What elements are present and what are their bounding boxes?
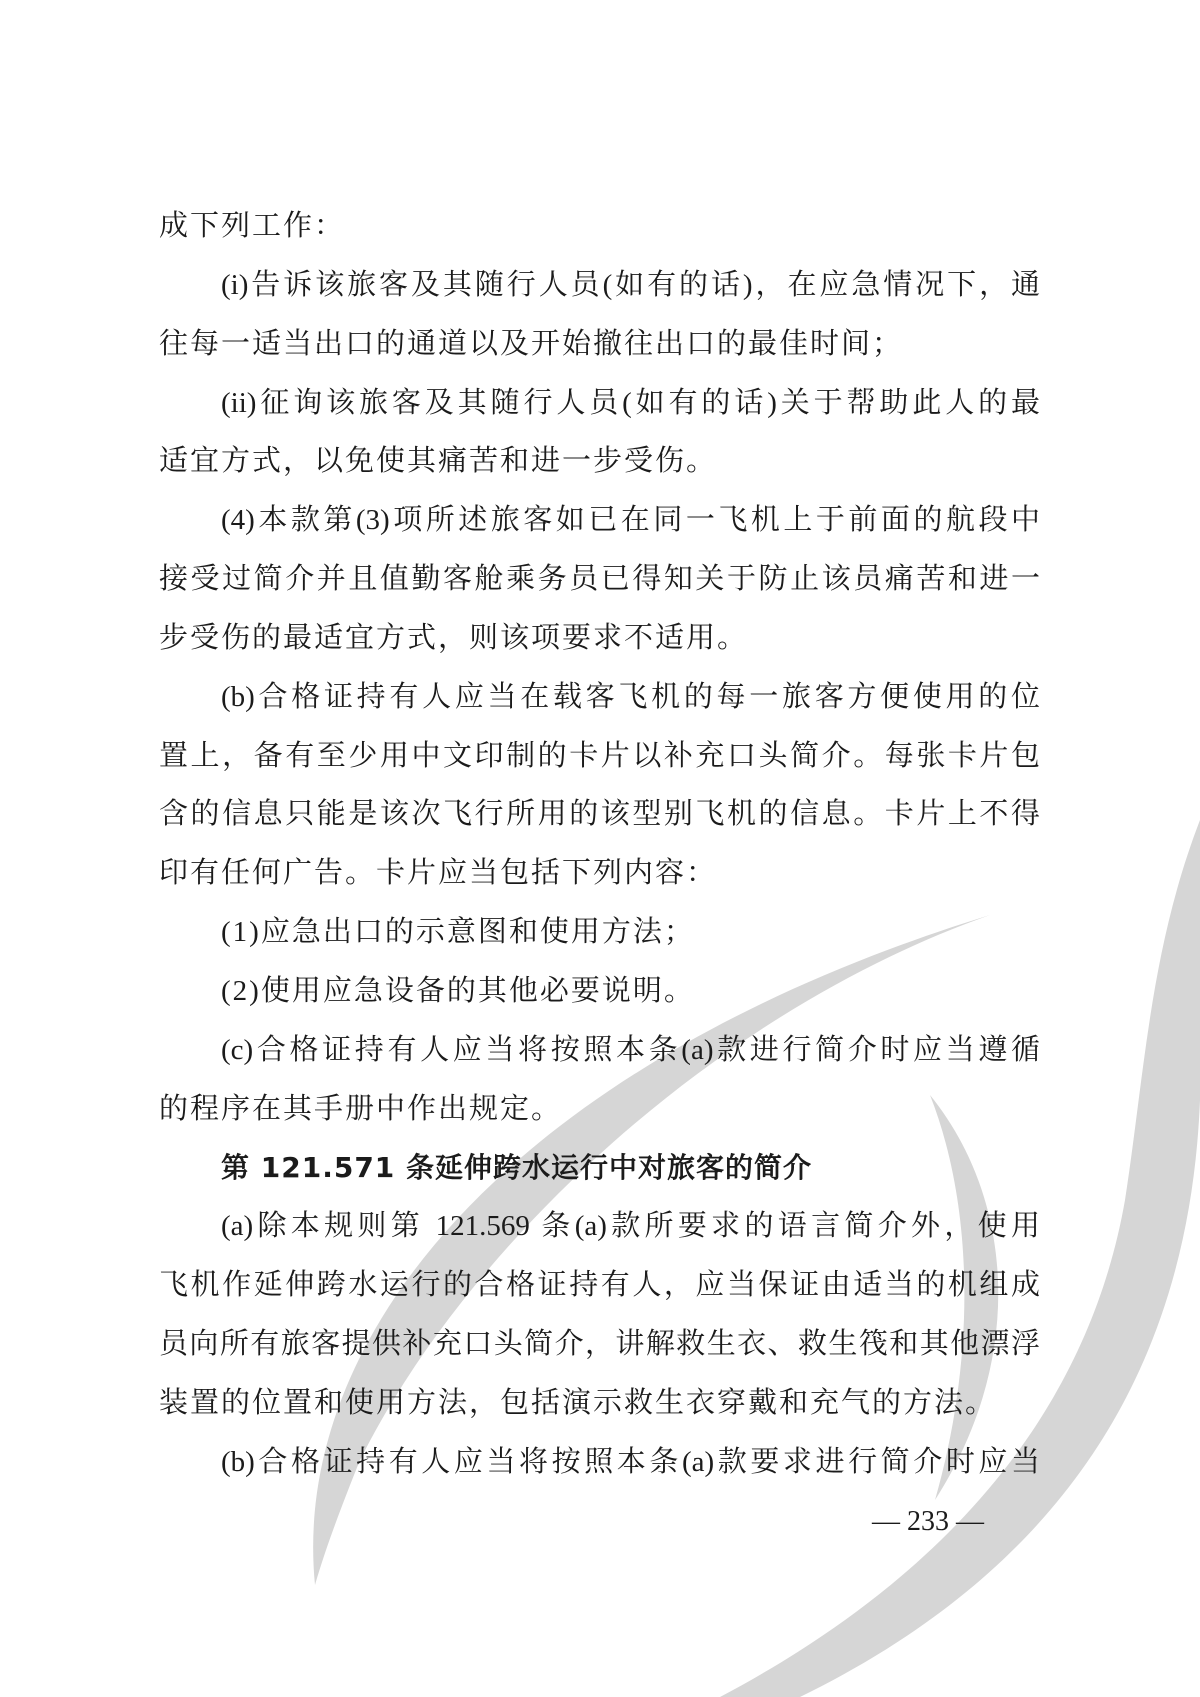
paragraph-line: (a)除本规则第 121.569 条(a)款所要求的语言简介外，使用	[221, 1210, 1040, 1243]
paragraph-line: 员向所有旅客提供补充口头简介，讲解救生衣、救生筏和其他漂浮	[159, 1328, 1040, 1361]
paragraph	[159, 256, 1040, 374]
paragraph-line: 往每一适当出口的通道以及开始撤往出口的最佳时间；	[159, 327, 904, 360]
paragraph-line: (i)告诉该旅客及其随行人员(如有的话)，在应急情况下，通	[221, 268, 1040, 301]
paragraph-line: (4)本款第(3)项所述旅客如已在同一飞机上于前面的航段中	[221, 504, 1040, 537]
paragraph-line: (ii)征询该旅客及其随行人员(如有的话)关于帮助此人的最	[221, 386, 1040, 419]
page-number: — 233 —	[872, 1506, 984, 1537]
paragraph-line: 适宜方式，以免使其痛苦和进一步受伤。	[159, 445, 718, 478]
paragraph-line: 步受伤的最适宜方式，则该项要求不适用。	[159, 621, 749, 654]
paragraph-line: 的程序在其手册中作出规定。	[159, 1092, 563, 1125]
paragraph-line: 装置的位置和使用方法，包括演示救生衣穿戴和充气的方法。	[159, 1386, 997, 1419]
paragraph	[159, 668, 1040, 903]
paragraph-line: (b)合格证持有人应当在载客飞机的每一旅客方便使用的位	[221, 680, 1040, 713]
paragraph-line: 飞机作延伸跨水运行的合格证持有人，应当保证由适当的机组成	[159, 1269, 1040, 1302]
paragraph-line: (c)合格证持有人应当将按照本条(a)款进行简介时应当遵循	[221, 1033, 1040, 1066]
paragraph-line: (b)合格证持有人应当将按照本条(a)款要求进行简介时应当	[221, 1445, 1040, 1478]
section-heading: 第 121.571 条延伸跨水运行中对旅客的简介	[221, 1150, 813, 1184]
paragraph	[159, 1433, 1040, 1492]
paragraph-line: 含的信息只能是该次飞行所用的该型别飞机的信息。卡片上不得	[159, 798, 1040, 831]
paragraph-line: 成下列工作：	[159, 210, 346, 242]
body-text	[159, 197, 1040, 1492]
paragraph-line: 置上，备有至少用中文印制的卡片以补充口头简介。每张卡片包	[159, 739, 1040, 772]
paragraph-line: 接受过简介并且值勤客舱乘务员已得知关于防止该员痛苦和进一	[159, 563, 1040, 596]
paragraph-line: (2)使用应急设备的其他必要说明。	[221, 974, 695, 1007]
paragraph	[159, 962, 1040, 1021]
paragraph	[159, 491, 1040, 668]
paragraph	[159, 197, 1040, 256]
paragraph	[159, 1021, 1040, 1139]
paragraph-line: 印有任何广告。卡片应当包括下列内容：	[159, 857, 718, 890]
paragraph-line: (1)应急出口的示意图和使用方法；	[221, 916, 695, 949]
paragraph	[159, 903, 1040, 962]
paragraph	[159, 374, 1040, 492]
paragraph	[159, 1197, 1040, 1432]
